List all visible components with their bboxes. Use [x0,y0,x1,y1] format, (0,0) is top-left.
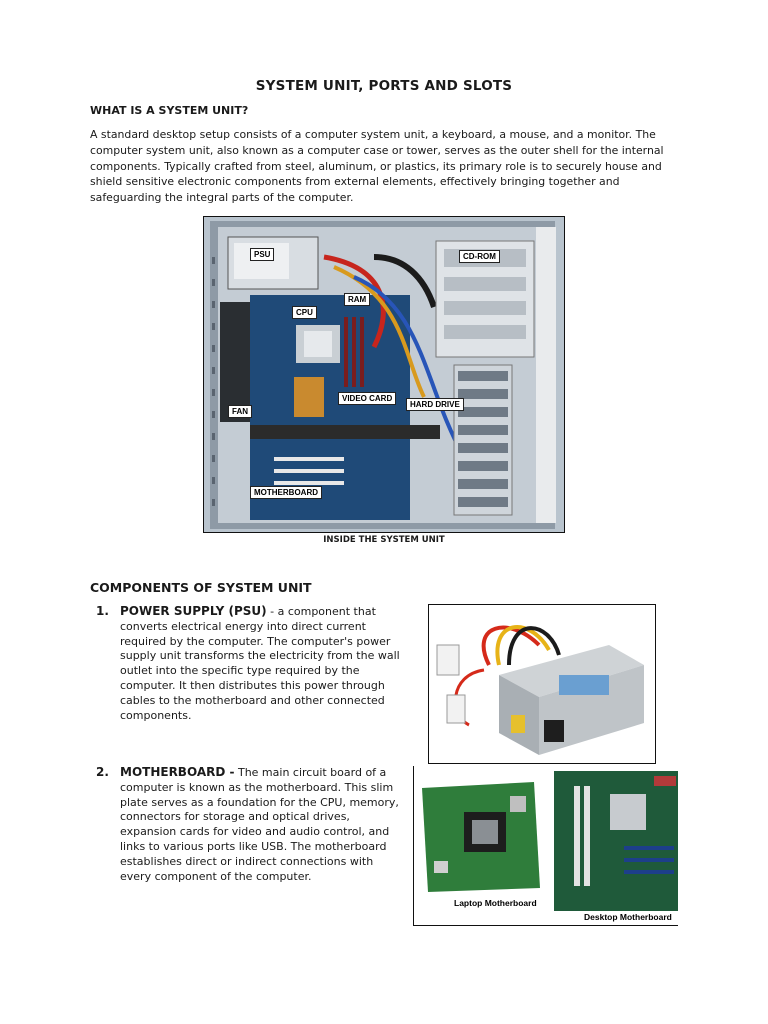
section-heading-what-is: WHAT IS A SYSTEM UNIT? [90,104,249,117]
component-description: The main circuit board of a computer is known as the motherboard. This slim plate serves as a foundation for the CPU, memory, connectors for storage and optical drives, expansion cards for video and audio control, and links to various ports like USB. The motherboard establishes direct or indirect connections with every component of the computer. [120,766,399,883]
label-ram: RAM [344,293,370,306]
list-item [96,765,401,905]
section-heading-components: COMPONENTS OF SYSTEM UNIT [90,580,312,595]
figure-caption: INSIDE THE SYSTEM UNIT [323,535,445,545]
label-psu: PSU [250,248,274,261]
label-motherboard: MOTHERBOARD [250,486,322,499]
label-hard-drive: HARD DRIVE [406,398,464,411]
label-cpu: CPU [292,306,317,319]
component-description: - a component that converts electrical energy into direct current required by the computer. The computer's power supply unit transforms the electricity from the wall outlet into the specific type required by the computer. It then distributes this power through cables to the motherboard and other connected components. [120,605,400,722]
laptop-motherboard-label: Laptop Motherboard [454,898,537,908]
list-number: 1. [96,604,109,618]
component-name: MOTHERBOARD - [120,765,235,779]
page-title: SYSTEM UNIT, PORTS AND SLOTS [255,78,513,94]
list-item [96,604,401,734]
list-number: 2. [96,765,109,779]
motherboards-photo [413,766,678,926]
desktop-motherboard-label: Desktop Motherboard [584,912,672,922]
psu-photo [428,604,656,764]
psu-illustration [429,605,656,764]
label-cdrom: CD-ROM [459,250,500,263]
intro-paragraph: A standard desktop setup consists of a computer system unit, a keyboard, a mouse, and a monitor. The computer system unit, also known as a computer case or tower, serves as the outer shell for the internal components. Typically crafted from steel, aluminum, or plastics, its primary role is to securely house and shield sensitive electronic components from external elements, effectively bringing together and safeguarding the integral parts of the computer. [90,128,664,205]
system-unit-photo [203,216,565,533]
component-name: POWER SUPPLY (PSU) [120,604,267,618]
label-video-card: VIDEO CARD [338,392,396,405]
label-fan: FAN [228,405,252,418]
